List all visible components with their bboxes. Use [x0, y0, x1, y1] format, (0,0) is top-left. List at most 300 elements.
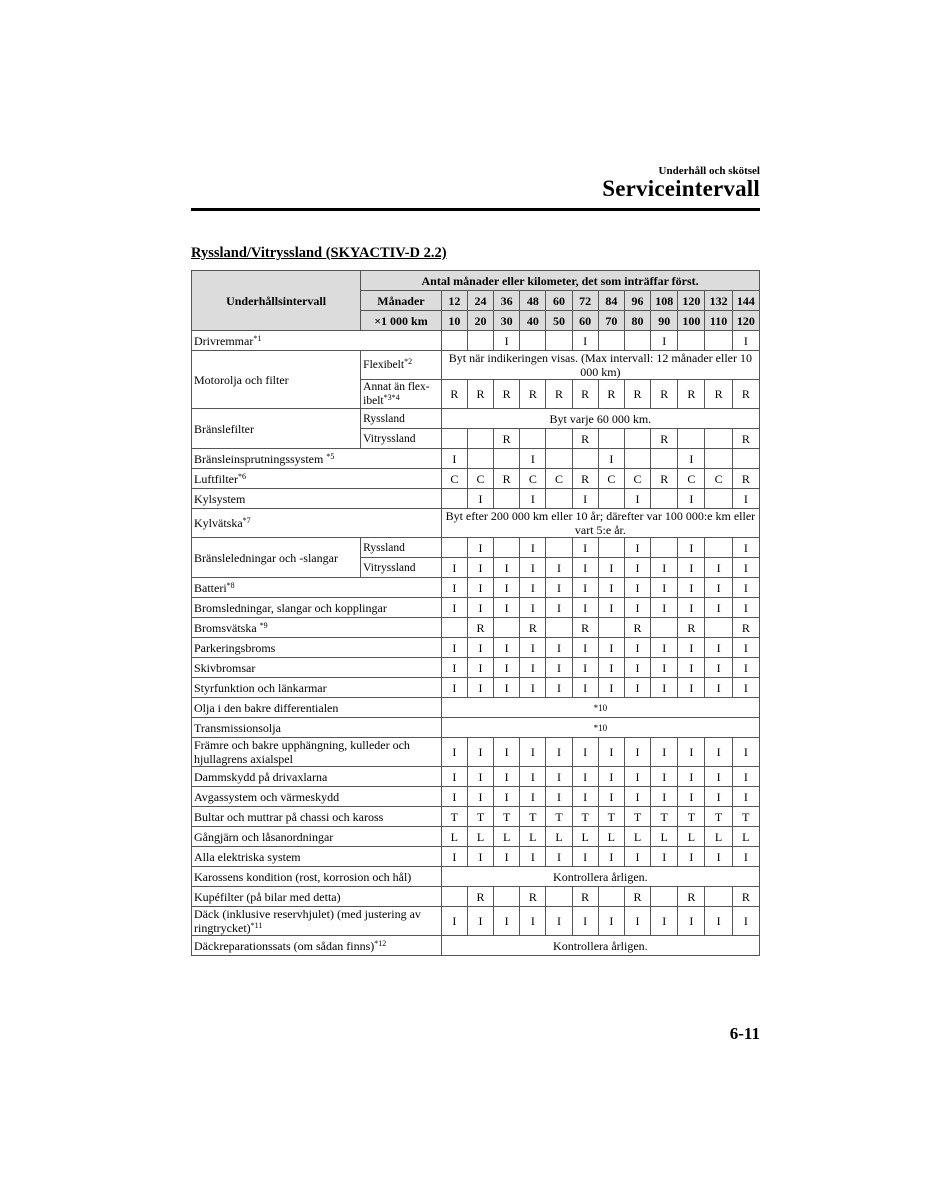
interval-cell: I	[732, 738, 759, 767]
interval-cell: I	[624, 907, 650, 936]
item-label-cell	[192, 887, 442, 907]
footnote-ref: *11	[250, 921, 263, 930]
note-cell: Byt när indikeringen visas. (Max intervall: 12 månader eller 10 000 km)	[441, 351, 759, 380]
item-label-cell	[192, 807, 442, 827]
header-row-span	[192, 271, 760, 291]
table-row	[192, 509, 760, 538]
interval-cell: I	[678, 787, 705, 807]
interval-cell: I	[494, 787, 520, 807]
interval-cell: I	[520, 658, 546, 678]
interval-cell: R	[572, 887, 598, 907]
interval-cell: I	[467, 638, 493, 658]
interval-cell: I	[624, 598, 650, 618]
interval-cell: I	[705, 738, 732, 767]
item-label-cell	[192, 867, 442, 887]
table-row	[192, 489, 760, 509]
interval-cell	[598, 331, 624, 351]
interval-cell: I	[572, 558, 598, 578]
item-label: Bränslefilter	[194, 421, 254, 436]
table-row	[192, 618, 760, 638]
item-label: Bromsvätska	[194, 620, 260, 635]
interval-cell: I	[572, 787, 598, 807]
interval-cell	[598, 489, 624, 509]
interval-cell: R	[732, 469, 759, 489]
item-label-cell	[192, 509, 442, 538]
interval-cell: I	[441, 767, 467, 787]
item-label: Däckreparationssats (om sådan finns)	[194, 938, 375, 953]
item-label-cell	[192, 618, 442, 638]
interval-cell: I	[651, 787, 678, 807]
interval-cell: I	[624, 738, 650, 767]
sub-label: Annat än flex-ibelt	[363, 381, 430, 407]
interval-cell: I	[624, 847, 650, 867]
note-cell: Byt varje 60 000 km.	[441, 409, 759, 429]
interval-cell	[705, 887, 732, 907]
table-subtitle: Ryssland/Vitryssland (SKYACTIV-D 2.2)	[191, 245, 447, 261]
item-label: Olja i den bakre differentialen	[194, 700, 339, 715]
sub-label-cell	[361, 538, 442, 558]
interval-cell: I	[546, 598, 572, 618]
interval-cell: I	[651, 738, 678, 767]
interval-cell: I	[494, 678, 520, 698]
interval-cell: R	[494, 380, 520, 409]
interval-cell: T	[651, 807, 678, 827]
interval-cell: I	[441, 449, 467, 469]
interval-cell	[598, 887, 624, 907]
month-header: 132	[705, 291, 732, 311]
interval-cell: I	[494, 658, 520, 678]
interval-cell: I	[732, 638, 759, 658]
interval-cell: I	[467, 787, 493, 807]
interval-cell: I	[651, 767, 678, 787]
interval-cell: I	[651, 558, 678, 578]
interval-cell: C	[467, 469, 493, 489]
interval-cell: R	[494, 429, 520, 449]
interval-cell: R	[494, 469, 520, 489]
interval-cell: I	[520, 907, 546, 936]
interval-cell: I	[732, 538, 759, 558]
item-label: Parkeringsbroms	[194, 640, 276, 655]
item-label-cell	[192, 907, 442, 936]
interval-cell: I	[441, 847, 467, 867]
interval-cell: I	[520, 767, 546, 787]
note-cell: Byt efter 200 000 km eller 10 år; därefter var 100 000:e km eller vart 5:e år.	[441, 509, 759, 538]
interval-cell: R	[624, 887, 650, 907]
interval-label: Underhållsintervall	[226, 293, 327, 308]
interval-cell: I	[520, 558, 546, 578]
interval-cell: I	[598, 787, 624, 807]
interval-cell: I	[441, 678, 467, 698]
interval-cell	[705, 449, 732, 469]
interval-cell: I	[732, 847, 759, 867]
interval-cell: L	[651, 827, 678, 847]
interval-cell: I	[705, 558, 732, 578]
interval-cell	[494, 618, 520, 638]
note-cell: *10	[441, 698, 759, 718]
table-row	[192, 887, 760, 907]
interval-cell: I	[546, 678, 572, 698]
interval-cell: I	[546, 638, 572, 658]
interval-cell: R	[598, 380, 624, 409]
interval-cell: I	[546, 738, 572, 767]
interval-cell: I	[467, 678, 493, 698]
km-header: 30	[494, 311, 520, 331]
interval-cell	[467, 429, 493, 449]
interval-cell: C	[520, 469, 546, 489]
interval-cell: I	[598, 738, 624, 767]
item-label: Dammskydd på drivaxlarna	[194, 769, 328, 784]
interval-cell: I	[494, 738, 520, 767]
span-header-text: Antal månader eller kilometer, det som inträffar först.	[421, 273, 699, 288]
item-label-cell	[192, 767, 442, 787]
item-label-cell	[192, 331, 442, 351]
table-row	[192, 907, 760, 936]
km-header: 40	[520, 311, 546, 331]
interval-cell	[651, 618, 678, 638]
interval-cell: I	[467, 738, 493, 767]
interval-cell: I	[546, 847, 572, 867]
interval-cell	[546, 887, 572, 907]
interval-cell	[651, 449, 678, 469]
interval-cell: I	[546, 658, 572, 678]
interval-cell: I	[678, 449, 705, 469]
interval-cell: L	[624, 827, 650, 847]
interval-cell: R	[624, 380, 650, 409]
footnote-ref: *2	[404, 357, 413, 366]
interval-cell: I	[546, 907, 572, 936]
interval-cell: L	[467, 827, 493, 847]
month-header: 96	[624, 291, 650, 311]
table-row	[192, 767, 760, 787]
interval-cell: I	[520, 638, 546, 658]
table-row	[192, 738, 760, 767]
interval-cell: I	[467, 489, 493, 509]
table-row	[192, 598, 760, 618]
item-label: Kylvätska	[194, 516, 243, 530]
interval-cell: T	[705, 807, 732, 827]
interval-cell: I	[520, 578, 546, 598]
interval-cell: I	[732, 678, 759, 698]
interval-cell: I	[572, 678, 598, 698]
interval-cell: I	[624, 678, 650, 698]
interval-cell: I	[732, 331, 759, 351]
sub-label-cell	[361, 409, 442, 429]
interval-cell: I	[598, 767, 624, 787]
item-label-cell	[192, 658, 442, 678]
interval-cell: L	[705, 827, 732, 847]
interval-cell: I	[520, 538, 546, 558]
interval-cell	[598, 618, 624, 638]
month-header: 84	[598, 291, 624, 311]
interval-cell: T	[732, 807, 759, 827]
interval-cell: I	[651, 678, 678, 698]
table-row	[192, 658, 760, 678]
interval-cell: I	[678, 767, 705, 787]
interval-cell: L	[546, 827, 572, 847]
service-schedule-table	[191, 270, 760, 956]
interval-cell: C	[441, 469, 467, 489]
interval-cell: I	[520, 489, 546, 509]
item-label: Däck (inklusive reservhjulet) (med justering av ringtrycket)	[194, 907, 421, 935]
km-header: 70	[598, 311, 624, 331]
interval-cell: I	[678, 658, 705, 678]
interval-cell: T	[546, 807, 572, 827]
interval-cell: I	[441, 558, 467, 578]
interval-cell	[624, 429, 650, 449]
item-label: Karossens kondition (rost, korrosion och hål)	[194, 869, 412, 884]
item-label-cell	[192, 469, 442, 489]
table-row	[192, 638, 760, 658]
interval-cell	[624, 449, 650, 469]
month-header: 60	[546, 291, 572, 311]
table-row	[192, 787, 760, 807]
km-header: 80	[624, 311, 650, 331]
interval-cell: I	[732, 598, 759, 618]
interval-cell: I	[705, 598, 732, 618]
interval-cell: I	[651, 907, 678, 936]
interval-cell	[441, 618, 467, 638]
interval-cell: I	[572, 331, 598, 351]
interval-cell: R	[520, 887, 546, 907]
interval-cell: I	[494, 578, 520, 598]
interval-cell: I	[624, 787, 650, 807]
interval-cell: R	[732, 380, 759, 409]
interval-cell: I	[678, 678, 705, 698]
interval-cell: R	[624, 618, 650, 638]
interval-cell: I	[546, 578, 572, 598]
interval-cell	[572, 449, 598, 469]
span-header	[361, 271, 760, 291]
table-row	[192, 678, 760, 698]
item-label: Styrfunktion och länkarmar	[194, 680, 327, 695]
interval-cell: I	[572, 658, 598, 678]
interval-cell: I	[441, 787, 467, 807]
item-label-cell	[192, 638, 442, 658]
interval-cell: C	[705, 469, 732, 489]
table-row	[192, 718, 760, 738]
interval-cell: T	[467, 807, 493, 827]
item-label: Avgassystem och värmeskydd	[194, 789, 340, 804]
interval-cell: I	[678, 538, 705, 558]
interval-cell	[494, 489, 520, 509]
footnote-ref: *7	[242, 516, 251, 525]
table-row	[192, 538, 760, 558]
interval-cell	[705, 489, 732, 509]
item-label-cell	[192, 718, 442, 738]
note-cell: *10	[441, 718, 759, 738]
table-row	[192, 449, 760, 469]
interval-cell: L	[441, 827, 467, 847]
interval-cell: I	[732, 767, 759, 787]
interval-cell: I	[494, 767, 520, 787]
interval-cell: L	[732, 827, 759, 847]
table-row	[192, 867, 760, 887]
month-header: 36	[494, 291, 520, 311]
table-row	[192, 578, 760, 598]
interval-cell	[546, 331, 572, 351]
interval-cell: I	[494, 638, 520, 658]
item-label: Bromsledningar, slangar och kopplingar	[194, 600, 387, 615]
item-label-cell	[192, 538, 361, 578]
interval-cell: I	[651, 331, 678, 351]
interval-cell: I	[520, 738, 546, 767]
interval-cell	[546, 449, 572, 469]
item-label: Kylsystem	[194, 491, 246, 506]
table-row	[192, 331, 760, 351]
interval-cell: R	[651, 469, 678, 489]
item-label: Alla elektriska system	[194, 849, 301, 864]
interval-cell: I	[705, 658, 732, 678]
interval-cell	[598, 429, 624, 449]
interval-cell: I	[678, 578, 705, 598]
table-row	[192, 936, 760, 956]
interval-cell: R	[678, 380, 705, 409]
interval-cell: I	[598, 907, 624, 936]
interval-cell: I	[572, 578, 598, 598]
interval-cell: L	[598, 827, 624, 847]
interval-cell: I	[732, 578, 759, 598]
interval-cell: C	[546, 469, 572, 489]
interval-cell	[546, 489, 572, 509]
interval-cell: I	[520, 598, 546, 618]
interval-cell: I	[520, 847, 546, 867]
item-label: Motorolja och filter	[194, 372, 289, 387]
table-row	[192, 847, 760, 867]
interval-cell: I	[705, 578, 732, 598]
interval-cell	[546, 538, 572, 558]
interval-cell: R	[572, 469, 598, 489]
interval-cell	[441, 538, 467, 558]
interval-cell: C	[598, 469, 624, 489]
interval-cell: R	[546, 380, 572, 409]
interval-cell: I	[678, 558, 705, 578]
interval-cell: R	[572, 618, 598, 638]
interval-cell: I	[651, 598, 678, 618]
interval-cell: I	[678, 907, 705, 936]
table-row	[192, 807, 760, 827]
sub-label: Ryssland	[363, 541, 405, 554]
interval-cell	[705, 331, 732, 351]
item-label-cell	[192, 678, 442, 698]
interval-cell: I	[467, 558, 493, 578]
interval-cell: I	[651, 638, 678, 658]
interval-cell: R	[572, 429, 598, 449]
page-title: Serviceintervall	[602, 176, 760, 201]
month-header: 12	[441, 291, 467, 311]
interval-cell: I	[678, 847, 705, 867]
interval-cell: I	[624, 767, 650, 787]
interval-cell: I	[624, 489, 650, 509]
interval-cell: I	[494, 907, 520, 936]
interval-cell: L	[678, 827, 705, 847]
interval-cell: I	[441, 638, 467, 658]
km-header: 110	[705, 311, 732, 331]
table-row	[192, 409, 760, 429]
item-label: Främre och bakre upphängning, kulleder och hjullagrens axialspel	[194, 738, 410, 766]
interval-cell: I	[598, 638, 624, 658]
item-label: Luftfilter	[194, 471, 238, 486]
interval-cell: I	[598, 847, 624, 867]
interval-cell: I	[572, 538, 598, 558]
footnote-ref: *9	[259, 620, 268, 630]
interval-cell	[651, 538, 678, 558]
km-header: 50	[546, 311, 572, 331]
item-label-cell	[192, 351, 361, 409]
interval-cell: I	[441, 738, 467, 767]
interval-cell: R	[520, 380, 546, 409]
interval-cell	[705, 429, 732, 449]
interval-cell: I	[494, 331, 520, 351]
km-header: 60	[572, 311, 598, 331]
item-label-cell	[192, 598, 442, 618]
note-cell: Kontrollera årligen.	[441, 867, 759, 887]
sub-label: Ryssland	[363, 412, 405, 425]
interval-cell: I	[546, 558, 572, 578]
sub-label: Flexibelt	[363, 359, 405, 371]
interval-cell: I	[441, 907, 467, 936]
interval-cell: I	[467, 847, 493, 867]
interval-cell: R	[467, 618, 493, 638]
interval-cell: I	[441, 658, 467, 678]
interval-cell: I	[678, 738, 705, 767]
interval-cell: L	[572, 827, 598, 847]
interval-cell	[678, 429, 705, 449]
interval-cell	[467, 449, 493, 469]
interval-cell	[441, 331, 467, 351]
km-header: 10	[441, 311, 467, 331]
interval-cell: T	[572, 807, 598, 827]
interval-cell	[441, 887, 467, 907]
item-label: Kupéfilter (på bilar med detta)	[194, 889, 341, 904]
item-label-cell	[192, 698, 442, 718]
interval-cell	[651, 489, 678, 509]
month-header: 144	[732, 291, 759, 311]
interval-cell: I	[598, 658, 624, 678]
interval-cell	[651, 887, 678, 907]
footnote-ref: *6	[237, 471, 246, 481]
interval-cell: R	[705, 380, 732, 409]
interval-cell	[494, 449, 520, 469]
interval-cell: R	[732, 618, 759, 638]
interval-cell: I	[467, 658, 493, 678]
interval-cell: L	[520, 827, 546, 847]
interval-cell: R	[678, 887, 705, 907]
interval-cell: I	[494, 598, 520, 618]
km-header: 100	[678, 311, 705, 331]
interval-cell: I	[546, 767, 572, 787]
interval-cell: I	[572, 847, 598, 867]
table-row	[192, 698, 760, 718]
interval-cell: L	[494, 827, 520, 847]
interval-cell: I	[441, 598, 467, 618]
table-row	[192, 827, 760, 847]
item-label: Batteri	[194, 580, 227, 595]
note-cell: Kontrollera årligen.	[441, 936, 759, 956]
interval-cell: R	[520, 618, 546, 638]
interval-cell: I	[494, 558, 520, 578]
interval-cell: I	[624, 558, 650, 578]
interval-cell: I	[624, 658, 650, 678]
month-header: 48	[520, 291, 546, 311]
km-header: 120	[732, 311, 759, 331]
months-label: Månader	[361, 291, 442, 311]
interval-cell: I	[732, 658, 759, 678]
interval-cell: I	[572, 907, 598, 936]
interval-cell	[467, 331, 493, 351]
interval-cell: I	[705, 907, 732, 936]
page-number: 6-11	[729, 1024, 760, 1043]
interval-cell: R	[678, 618, 705, 638]
